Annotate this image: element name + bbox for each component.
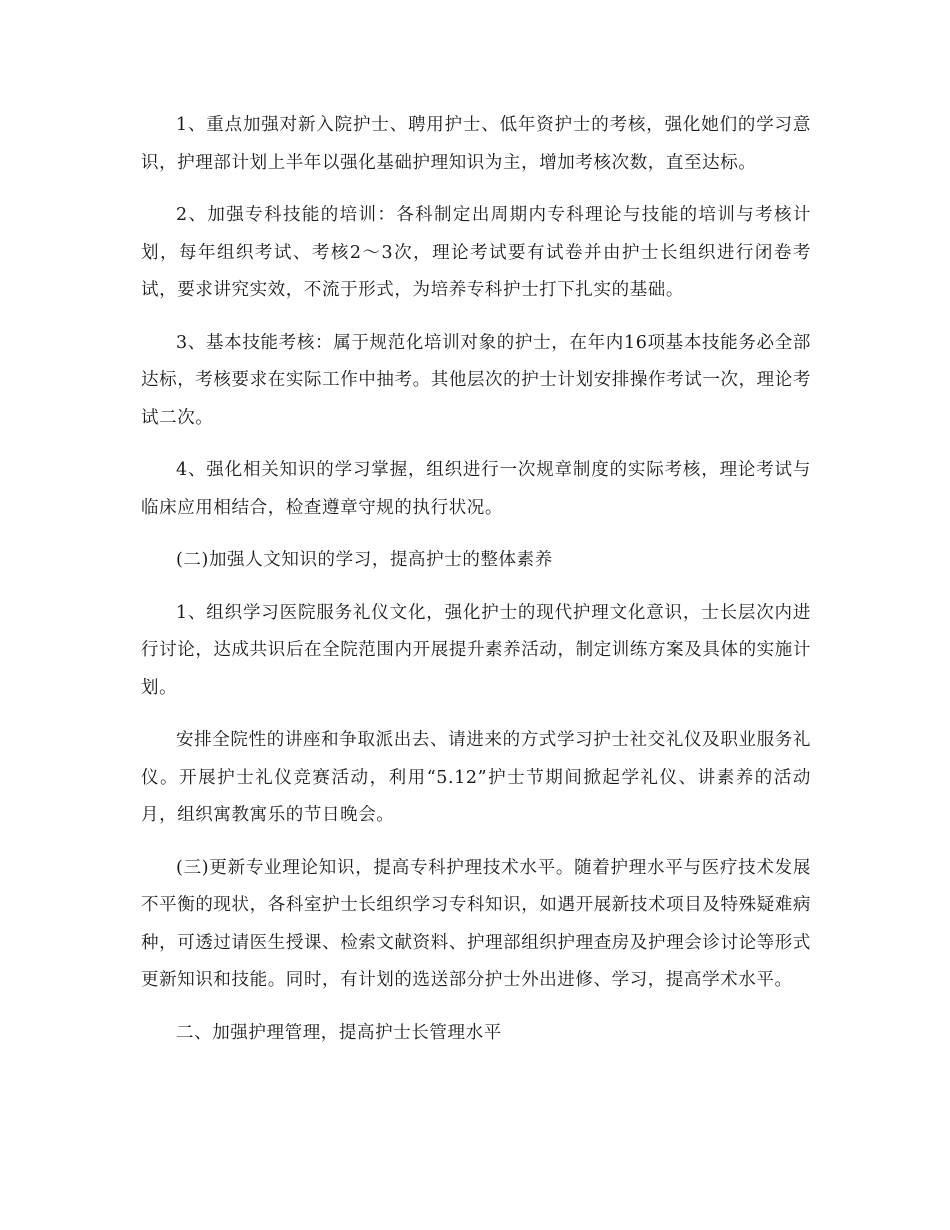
section-heading-2: (二)加强人文知识的学习，提高护士的整体素养 <box>176 550 553 570</box>
paragraph-5: 1、组织学习医院服务礼仪文化，强化护士的现代护理文化意识，士长层次内进行讨论，达成共识后在全院范围内开展提升素养活动，制定训练方案及具体的实施计划。 <box>141 602 811 698</box>
paragraph-2: 2、加强专科技能的培训：各科制定出周期内专科理论与技能的培训与考核计划，每年组织考试、考核2～3次，理论考试要有试卷并由护士长组织进行闭卷考试，要求讲究实效，不流于形式，为培养专科护士打下扎实的基础。 <box>141 205 811 300</box>
document-body <box>141 107 811 1067</box>
paragraph-4: 4、强化相关知识的学习掌握，组织进行一次规章制度的实际考核，理论考试与临床应用相结合，检查遵章守规的执行状况。 <box>141 460 811 518</box>
paragraph-6: 安排全院性的讲座和争取派出去、请进来的方式学习护士社交礼仪及职业服务礼仪。开展护士礼仪竞赛活动，利用“5.12”护士节期间掀起学礼仪、讲素养的活动月，组织寓教寓乐的节日晚会。 <box>141 730 811 825</box>
paragraph-1: 1、重点加强对新入院护士、聘用护士、低年资护士的考核，强化她们的学习意识，护理部计划上半年以强化基础护理知识为主，增加考核次数，直至达标。 <box>141 115 811 173</box>
paragraph-7: (三)更新专业理论知识，提高专科护理技术水平。随着护理水平与医疗技术发展不平衡的现状，各科室护士长组织学习专科知识，如遇开展新技术项目及特殊疑难病种，可透过请医生授课、检索文献资料、护理部组织护理查房及护理会诊讨论等形式更新知识和技能。同时，有计划的选送部分护士外出进修、学习，提高学术水平。 <box>141 857 811 990</box>
section-heading-main-2: 二、加强护理管理，提高护士长管理水平 <box>176 1022 502 1043</box>
paragraph-3: 3、基本技能考核：属于规范化培训对象的护士，在年内16项基本技能务必全部达标，考核要求在实际工作中抽考。其他层次的护士计划安排操作考试一次，理论考试二次。 <box>141 332 811 428</box>
